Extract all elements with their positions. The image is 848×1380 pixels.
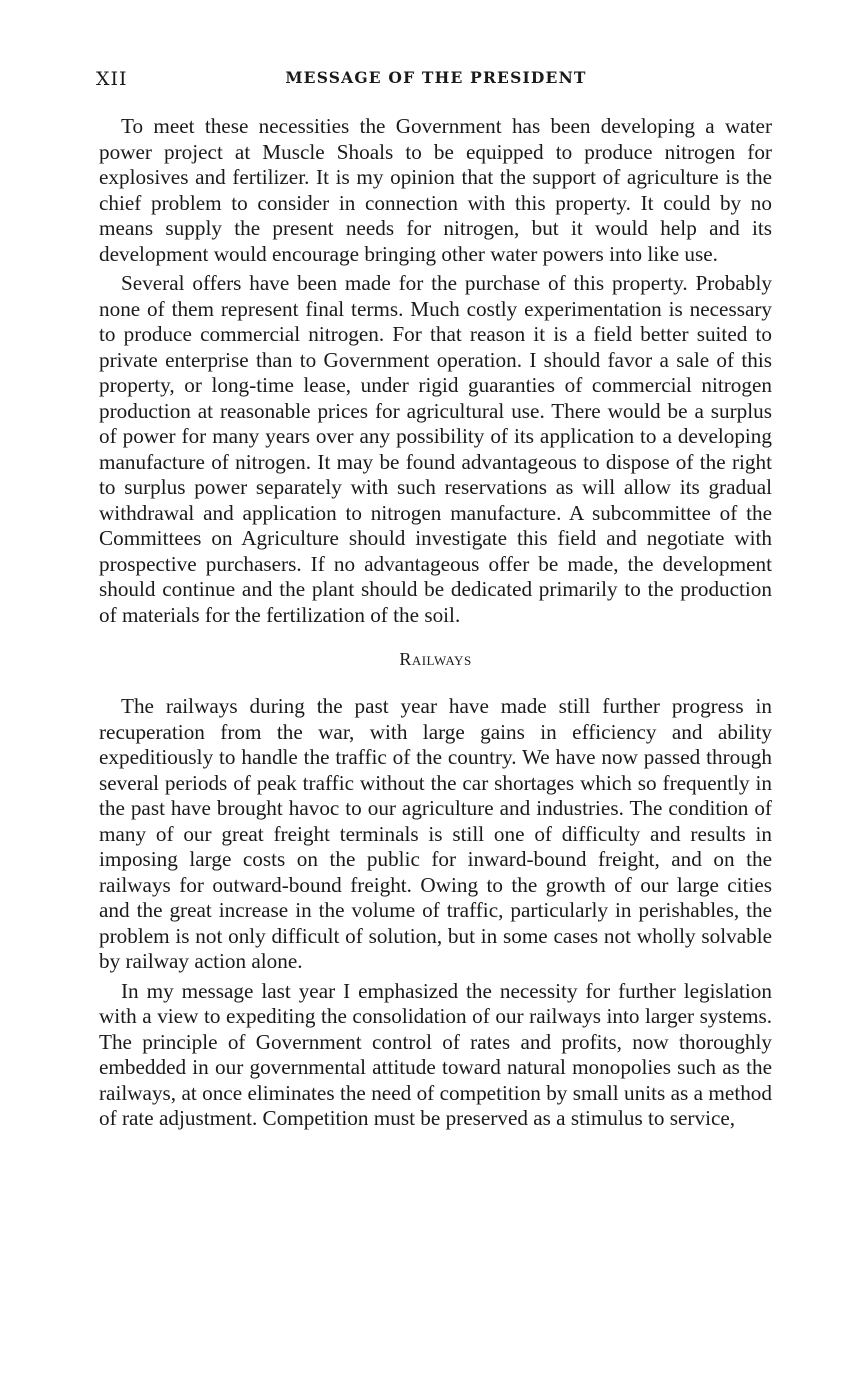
running-head [96,68,776,96]
paragraph-sale-offers: Several offers have been made for the purchase of this property. Probably none of them represent final terms. Much costly experimentation is necessary to produce commercial nitrogen. For that reason it is a field better suited to private enterprise than to Government operation. I should favor a sale of this property, or long-time lease, under rigid guaranties of commercial nitrogen production at reasonable prices for agricultural use. There would be a surplus of power for many years over any possibility of its application to a developing manufacture of nitrogen. It may be found advantageous to dispose of the right to surplus power separately with such reservations as will allow its gradual withdrawal and application to nitrogen manufacture. A subcommittee of the Committees on Agriculture should investigate this field and negotiate with prospective purchasers. If no advantageous offer be made, the development should continue and the plant should be dedicated primarily to the production of materials for the fertilization of the soil. [99,271,772,627]
paragraph-railway-progress: The railways during the past year have made still further progress in recuperation from the war, with large gains in efficiency and ability expeditiously to handle the traffic of the country. We have now passed through several periods of peak traffic without the car shortages which so frequently in the past have brought havoc to our agriculture and industries. The condition of many of our great freight terminals is still one of difficulty and results in imposing large costs on the public for inward-bound freight, and on the railways for outward-bound freight. Owing to the growth of our large cities and the great increase in the volume of traffic, particularly in perishables, the problem is not only difficult of solution, but in some cases not wholly solvable by railway action alone. [99,694,772,973]
section-heading-railways: Railways [399,649,472,669]
body-text [99,114,772,1132]
running-title: MESSAGE OF THE PRESIDENT [285,68,587,87]
paragraph-muscle-shoals-project: To meet these necessities the Government has been developing a water power project at Muscle Shoals to be equipped to produce nitrogen for explosives and fertilizer. It is my opinion that the support of agriculture is the chief problem to consider in connection with this property. It could by no means supply the present needs for nitrogen, but it would help and its development would encourage bringing other water powers into like use. [99,114,772,266]
paragraph-railway-consolidation: In my message last year I emphasized the necessity for further legislation with a view to expediting the consolidation of our railways into larger systems. The principle of Government control of rates and profits, now thoroughly embedded in our governmental attitude toward natural monopolies such as the railways, at once eliminates the need of competition by small units as a method of rate adjustment. Competition must be preserved as a stimulus to service, [99,978,772,1130]
page-number: XII [96,68,128,90]
